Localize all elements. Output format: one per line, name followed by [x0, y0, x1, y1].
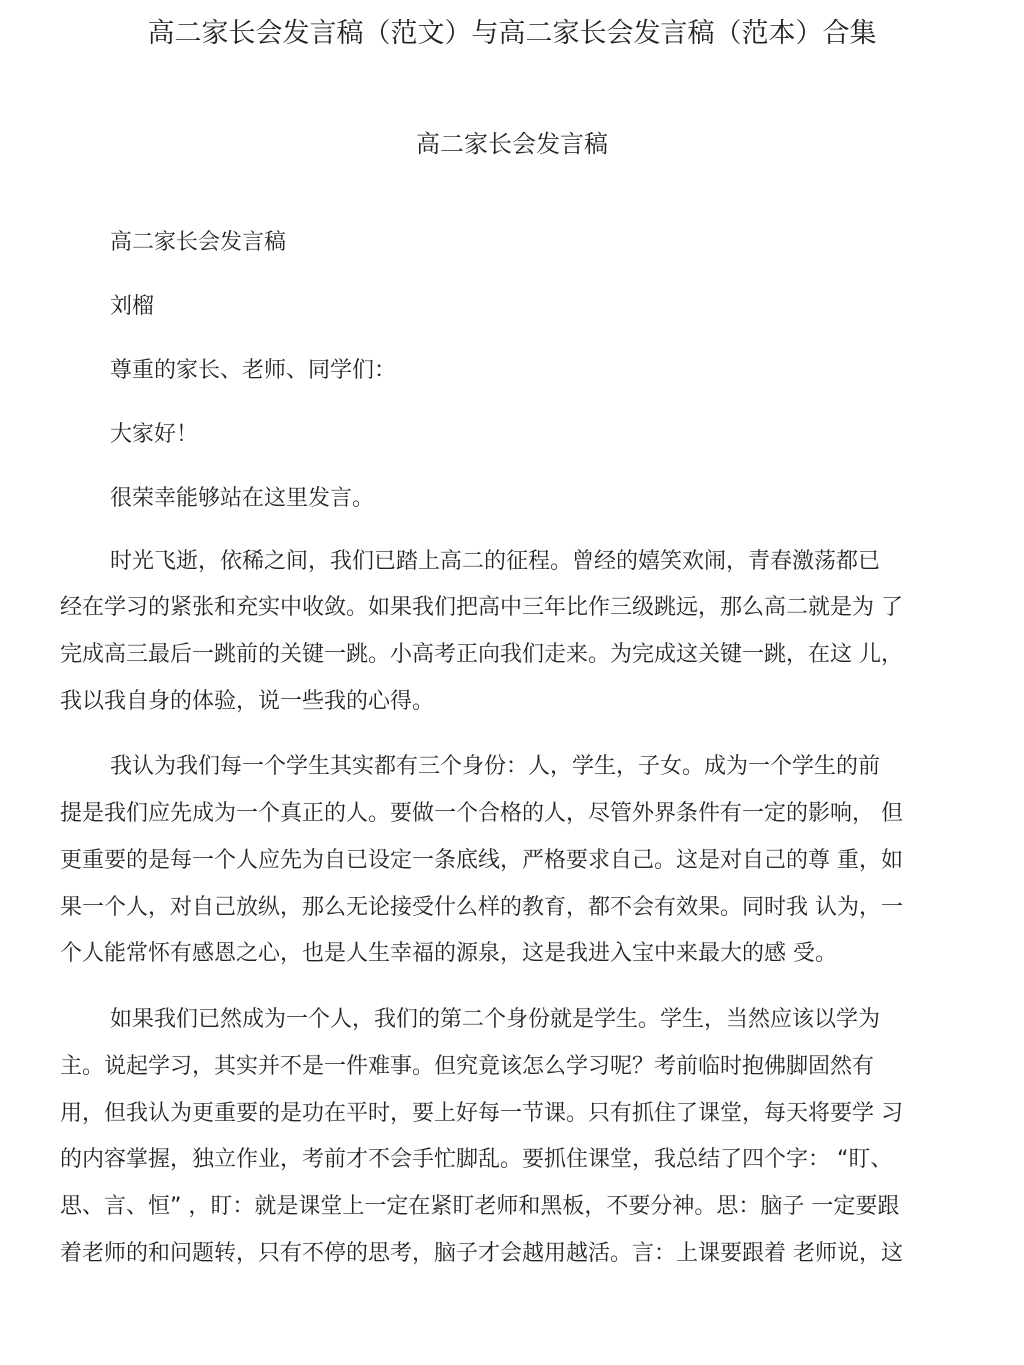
paragraph-line: 提是我们应先成为一个真正的人。要做一个合格的人，尽管外界条件有一定的影响， 但 [60, 801, 903, 826]
paragraph-line: 果一个人，对自己放纵，那么无论接受什么样的教育，都不会有效果。同时我 认为，一 [60, 895, 903, 920]
paragraph-line: 个人能常怀有感恩之心，也是人生幸福的源泉，这是我进入宝中来最大的感 受。 [60, 941, 837, 966]
paragraph-line: 时光飞逝，依稀之间，我们已踏上高二的征程。曾经的嬉笑欢闹，青春激荡都已 [110, 549, 881, 574]
document-title: 高二家长会发言稿（范文）与高二家长会发言稿（范本）合集 [147, 18, 877, 49]
paragraph-line: 着老师的和问题转，只有不停的思考，脑子才会越用越活。言：上课要跟着 老师说，这 [60, 1241, 903, 1266]
speech-title: 高二家长会发言稿 [110, 230, 287, 255]
section-title: 高二家长会发言稿 [416, 130, 608, 158]
paragraph-line: 如果我们已然成为一个人，我们的第二个身份就是学生。学生，当然应该以学为 [110, 1007, 881, 1032]
paragraph-line: 完成高三最后一跳前的关键一跳。小高考正向我们走来。为完成这关键一跳，在这 儿， [60, 642, 903, 667]
greeting: 大家好！ [110, 422, 199, 447]
paragraph-line: 用，但我认为更重要的是功在平时，要上好每一节课。只有抓住了课堂，每天将要学 习 [60, 1101, 903, 1126]
paragraph-line: 我以我自身的体验，说一些我的心得。 [60, 689, 435, 714]
paragraph-line: 的内容掌握，独立作业，考前才不会手忙脚乱。要抓住课堂，我总结了四个字： “盯、 [60, 1147, 893, 1172]
paragraph-line: 主。说起学习，其实并不是一件难事。但究竟该怎么学习呢？考前临时抱佛脚固然有 [60, 1054, 875, 1079]
paragraph-line: 经在学习的紧张和充实中收敛。如果我们把高中三年比作三级跳远，那么高二就是为 了 [60, 595, 903, 620]
opening-line: 很荣幸能够站在这里发言。 [110, 486, 375, 511]
paragraph-line: 我认为我们每一个学生其实都有三个身份：人，学生，子女。成为一个学生的前 [110, 754, 881, 779]
speaker-name: 刘榴 [110, 294, 155, 319]
salutation: 尊重的家长、老师、同学们： [110, 358, 397, 383]
paragraph-line: 更重要的是每一个人应先为自已设定一条底线，严格要求自己。这是对自己的尊 重，如 [60, 848, 903, 873]
paragraph-line: 思、言、恒” ，盯：就是课堂上一定在紧盯老师和黑板，不要分神。思：脑子 一定要跟 [60, 1194, 900, 1219]
